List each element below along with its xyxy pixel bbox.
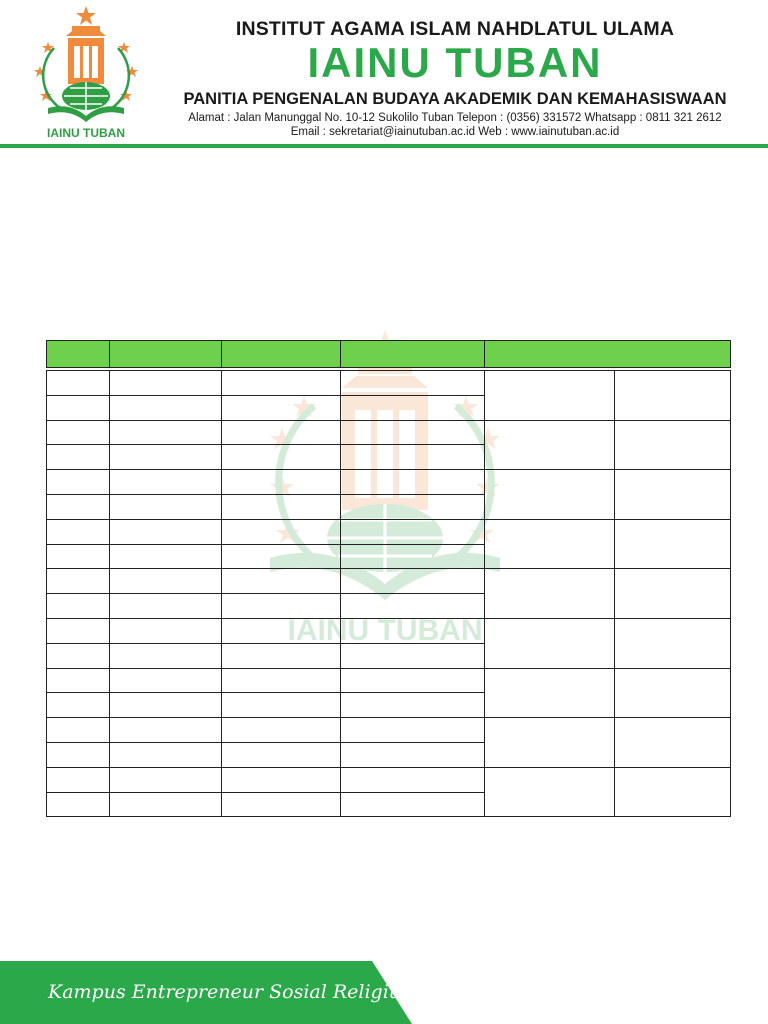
merged-cell	[615, 718, 731, 768]
header-cell	[47, 341, 110, 368]
brand-title: IAINU TUBAN	[307, 39, 603, 86]
letterhead-divider	[0, 144, 768, 148]
header-cell	[485, 341, 731, 368]
committee-name: PANITIA PENGENALAN BUDAYA AKADEMIK DAN KEMAHASISWAAN	[183, 90, 727, 108]
table-row	[47, 519, 731, 544]
merged-cell	[485, 767, 615, 817]
merged-cell	[485, 371, 615, 421]
table-row	[47, 618, 731, 643]
merged-cell	[485, 470, 615, 520]
table-row	[47, 470, 731, 495]
table-header-row	[47, 341, 731, 368]
table-row	[47, 371, 731, 396]
table-row	[47, 420, 731, 445]
iainu-logo-icon	[30, 4, 142, 144]
merged-cell	[615, 618, 731, 668]
merged-cell	[485, 668, 615, 718]
merged-cell	[485, 569, 615, 619]
merged-cell	[615, 420, 731, 470]
merged-cell	[485, 718, 615, 768]
contact-line: Email : sekretariat@iainutuban.ac.id Web : www.iainutuban.ac.id	[290, 126, 620, 138]
data-table	[46, 340, 731, 817]
merged-cell	[615, 519, 731, 569]
header-cell	[341, 341, 485, 368]
header-cell	[110, 341, 222, 368]
address-line: Alamat : Jalan Manunggal No. 10-12 Sukolilo Tuban Telepon : (0356) 331572 Whatsapp : 0811 321 2612	[188, 112, 722, 124]
merged-cell	[615, 470, 731, 520]
table-row	[47, 767, 731, 792]
table-row	[47, 569, 731, 594]
footer-tagline: Kampus Entrepreneur Sosial Religius	[48, 981, 411, 1003]
institution-name: INSTITUT AGAMA ISLAM NAHDLATUL ULAMA	[235, 18, 675, 40]
merged-cell	[615, 569, 731, 619]
merged-cell	[615, 371, 731, 421]
merged-cell	[485, 420, 615, 470]
letterhead	[0, 0, 768, 150]
merged-cell	[485, 519, 615, 569]
header-cell	[222, 341, 341, 368]
table-row	[47, 718, 731, 743]
merged-cell	[615, 668, 731, 718]
merged-cell	[615, 767, 731, 817]
table-row	[47, 668, 731, 693]
merged-cell	[485, 618, 615, 668]
watermark-caption: IAINU TUBAN	[287, 614, 483, 647]
logo-caption: IAINU TUBAN	[47, 126, 125, 140]
